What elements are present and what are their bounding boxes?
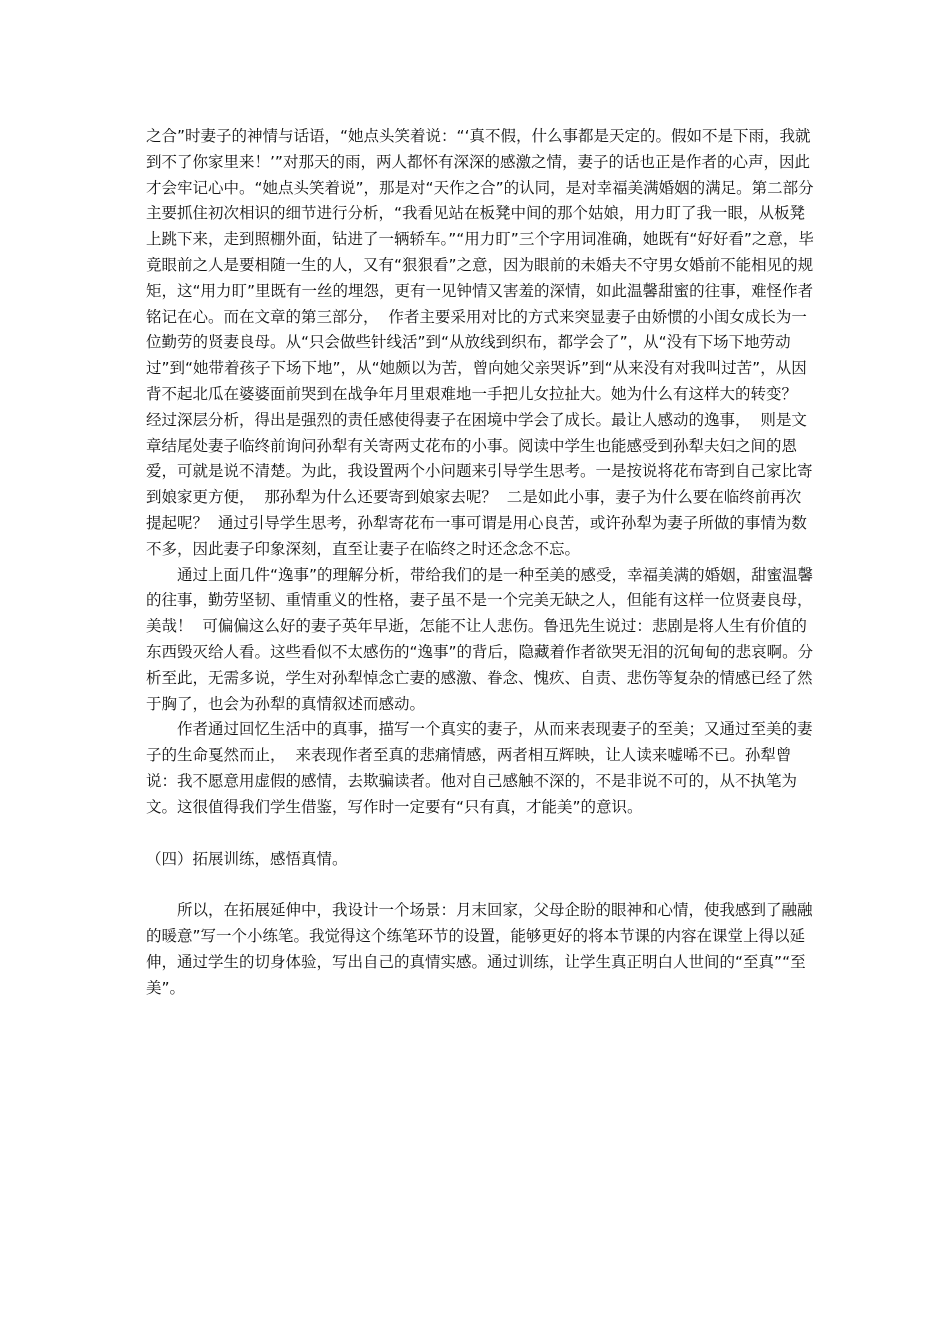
paragraph-conclusion: 作者通过回忆生活中的真事，描写一个真实的妻子，从而来表现妻子的至美；又通过至美的妻子的生命戛然而止， 来表现作者至真的悲痛情感，两者相互辉映，让人读来嘘唏不已。孙犁曾说：我不愿意用虚假的感情，去欺骗读者。他对自己感触不深的，不是非说不可的，从不执笔为文。这很值得我们学生借鉴，写作时一定要有“只有真，才能美”的意识。 xyxy=(146,720,813,816)
paragraph-summary: 通过上面几件“逸事”的理解分析，带给我们的是一种至美的感受，幸福美满的婚姻，甜蜜温馨的往事，勤劳坚韧、重情重义的性格，妻子虽不是一个完美无缺之人，但能有这样一位贤妻良母，美哉！ 可偏偏这么好的妻子英年早逝，怎能不让人悲伤。鲁迅先生说过：悲剧是将人生有价值的东西毁灭给人看。这些看似不太感伤的“逸事”的背后，隐藏着作者欲哭无泪的沉甸甸的悲哀啊。分析至此，无需多说，学生对孙犁悼念亡妻的感激、眷念、愧疚、自责、悲伤等复杂的情感已经了然于胸了，也会为孙犁的真情叙述而感动。 xyxy=(146,565,814,713)
section-heading: （四）拓展训练，感悟真情。 xyxy=(146,849,348,868)
spacer xyxy=(146,872,816,898)
paragraph-extension: 所以，在拓展延伸中，我设计一个场景：月末回家，父母企盼的眼神和心情，使我感到了融融的暖意”写一个小练笔。我觉得这个练笔环节的设置，能够更好的将本节课的内容在课堂上得以延伸，通过学生的切身体验，写出自己的真情实感。通过训练，让学生真正明白人世间的“至真”“至美”。 xyxy=(146,901,813,997)
spacer xyxy=(146,821,816,847)
document-body xyxy=(146,124,816,1002)
paragraph-analysis: 之合”时妻子的神情与话语，“她点头笑着说：“‘真不假，什么事都是天定的。假如不是下雨，我就到不了你家里来！’”对那天的雨，两人都怀有深深的感激之情，妻子的话也正是作者的心声，因此才会牢记心中。“她点头笑着说”，那是对“天作之合”的认同，是对幸福美满婚姻的满足。第二部分主要抓住初次相识的细节进行分析，“我看见站在板凳中间的那个姑娘，用力盯了我一眼，从板凳上跳下来，走到照棚外面，钻进了一辆轿车。”“用力盯”三个字用词准确，她既有“好好看”之意，毕竟眼前之人是要相随一生的人，又有“狠狠看”之意，因为眼前的未婚夫不守男女婚前不能相见的规矩，这“用力盯”里既有一丝的埋怨，更有一见钟情又害羞的深情，如此温馨甜蜜的往事，难怪作者铭记在心。而在文章的第三部分， 作者主要采用对比的方式来突显妻子由娇惯的小闺女成长为一位勤劳的贤妻良母。从“只会做些针线活”到“从放线到织布，都学会了”，从“没有下场下地劳动过”到“她带着孩子下场下地”，从“她颇以为苦，曾向她父亲哭诉”到“从来没有对我叫过苦”，从因背不起北瓜在婆婆面前哭到在战争年月里艰难地一手把儿女拉扯大。她为什么有这样大的转变？ 经过深层分析，得出是强烈的责任感使得妻子在困境中学会了成长。最让人感动的逸事， 则是文章结尾处妻子临终前询问孙犁有关寄两丈花布的小事。阅读中学生也能感受到孙犁夫妇之间的恩爱，可就是说不清楚。为此，我设置两个小问题来引导学生思考。一是按说将花布寄到自己家比寄到娘家更方便， 那孙犁为什么还要寄到娘家去呢？ 二是如此小事，妻子为什么要在临终前再次提起呢？ 通过引导学生思考，孙犁寄花布一事可谓是用心良苦，或许孙犁为妻子所做的事情为数不多，因此妻子印象深刻，直至让妻子在临终之时还念念不忘。 xyxy=(146,127,814,558)
